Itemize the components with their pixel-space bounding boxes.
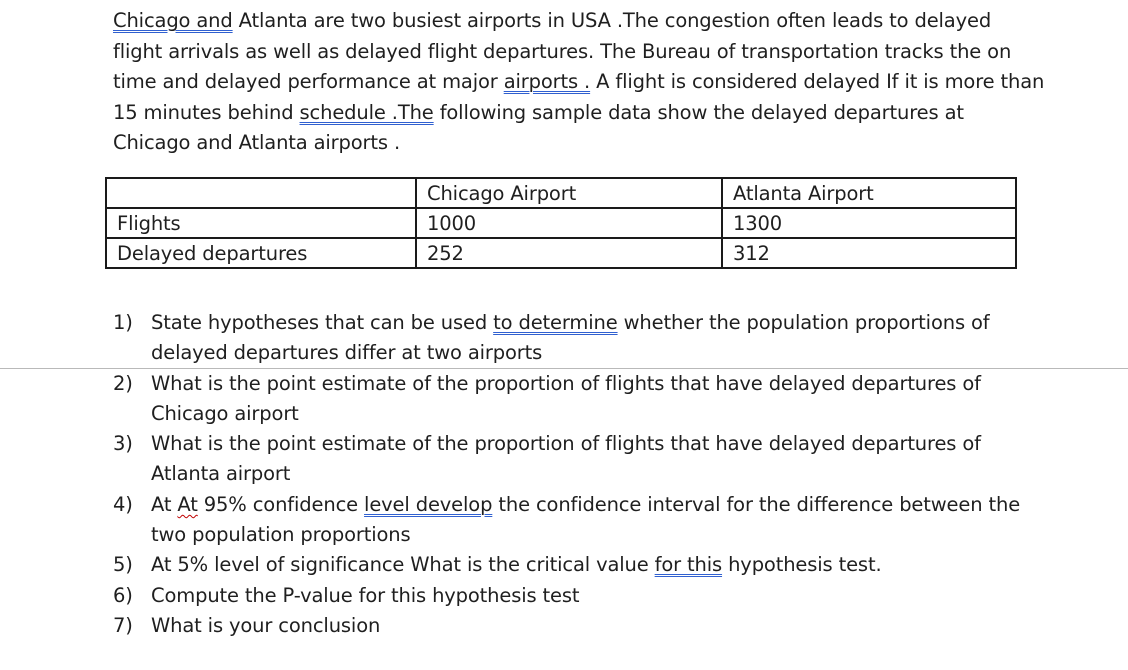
table-row (106, 238, 1016, 268)
item-number: 4) (113, 492, 133, 516)
intro-line-4: 15 minutes behind schedule .The following sample data show the delayed departures at (113, 100, 964, 124)
table-cell: 1300 (722, 208, 1016, 238)
table-cell: 1000 (416, 208, 722, 238)
grammar-mark: airports . (503, 70, 591, 93)
item-number: 1) (113, 311, 133, 334)
table-cell (106, 178, 416, 208)
grammar-mark: to determine (493, 311, 618, 334)
list-item: 6) Compute the P-value for this hypothesis test (113, 581, 1118, 611)
intro-line-1: Chicago and Atlanta are two busiest airports in USA .The congestion often leads to delayed (113, 9, 992, 32)
item-number: 3) (113, 432, 133, 456)
item-number: 2) (113, 371, 133, 395)
list-item: 5) At 5% level of significance What is the critical value for this hypothesis test. (113, 550, 1118, 580)
table-cell: 252 (416, 238, 722, 268)
item-number: 5) (113, 553, 133, 577)
table-cell: Delayed departures (106, 238, 416, 268)
table-cell: 312 (722, 238, 1016, 268)
grammar-mark: for this (654, 553, 723, 577)
table-cell: Chicago Airport (416, 178, 722, 208)
table-row (106, 208, 1016, 238)
list-item: 2) What is the point estimate of the proportion of flights that have delayed departures of Chicago airport (113, 369, 1118, 430)
grammar-mark: Chicago and (113, 9, 233, 32)
table-header-row (106, 178, 1016, 208)
grammar-mark: level develop (364, 492, 493, 516)
list-item: 1) State hypotheses that can be used to determine whether the population proportions of delayed departures differ at two airports (113, 308, 1118, 369)
table-cell: Atlanta Airport (722, 178, 1016, 208)
intro-line-2: flight arrivals as well as delayed flight departures. The Bureau of transportation tracks the on (113, 39, 1012, 63)
item-number: 6) (113, 583, 133, 607)
spelling-mark: At (177, 492, 198, 516)
delay-data-table (105, 177, 1017, 269)
list-item: 7) What is your conclusion (113, 611, 1118, 641)
intro-line-3: time and delayed performance at major airports . A flight is considered delayed If it is more than (113, 70, 1045, 93)
intro-paragraph (113, 6, 1113, 159)
intro-line-5: Chicago and Atlanta airports . (113, 131, 401, 154)
item-number: 7) (113, 613, 133, 637)
list-item: 4) At At 95% confidence level develop the confidence interval for the difference between the two population proportions (113, 490, 1118, 551)
list-item: 3) What is the point estimate of the proportion of flights that have delayed departures of Atlanta airport (113, 429, 1118, 490)
question-list (113, 308, 1118, 641)
grammar-mark: schedule .The (299, 100, 434, 124)
table-cell: Flights (106, 208, 416, 238)
